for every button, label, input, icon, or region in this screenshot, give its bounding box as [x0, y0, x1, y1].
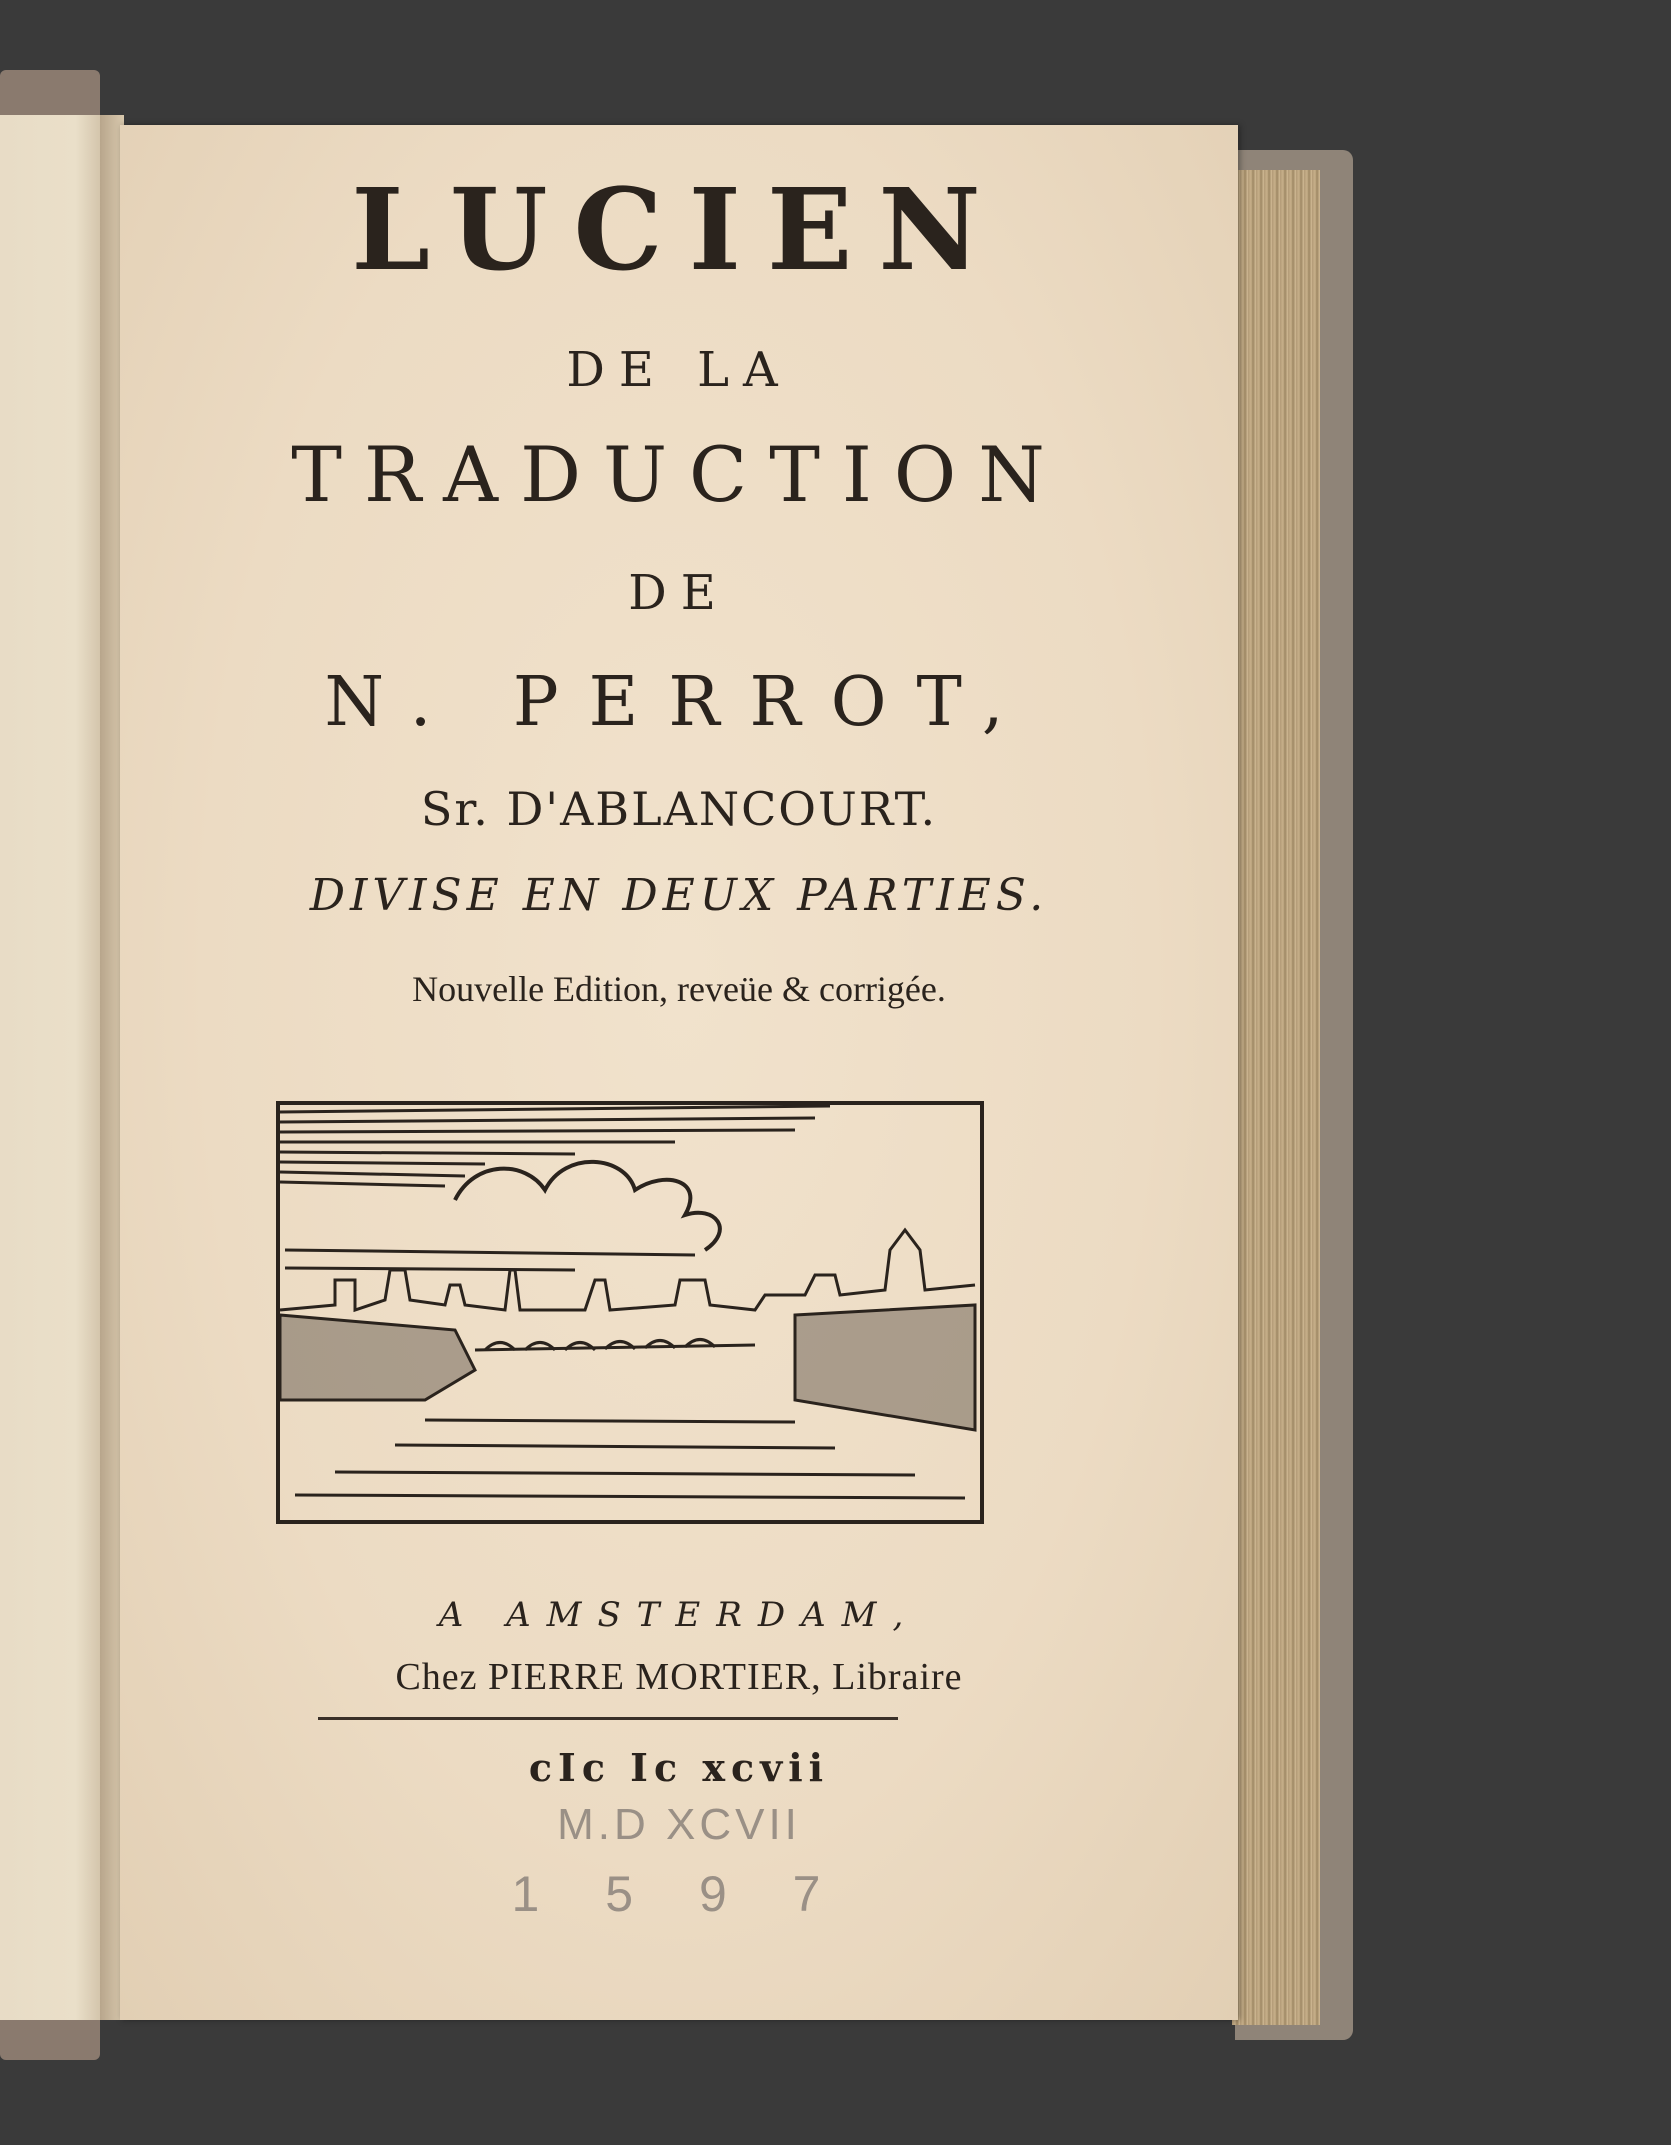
title-line-de-la: DE LA [566, 342, 792, 398]
imprint-place: A AMSTERDAM, [438, 1595, 920, 1635]
pencil-note-roman: M.D XCVII [557, 1800, 801, 1849]
title-line-de: DE [628, 565, 730, 621]
imprint-year: cIc Ic xcvii [528, 1745, 830, 1790]
division-line: DIVISE EN DEUX PARTIES. [309, 870, 1049, 921]
left-page [0, 115, 108, 2020]
author-name: N. PERROT, [324, 663, 1034, 742]
pencil-note-arabic: 1 5 9 7 [511, 1866, 847, 1922]
title-page [120, 125, 1238, 2020]
author-title: Sr. D'ABLANCOURT. [420, 782, 938, 836]
title-line-traduction: TRADUCTION [291, 430, 1067, 519]
imprint-publisher: Chez PIERRE MORTIER, Libraire [395, 1656, 963, 1698]
edition-line: Nouvelle Edition, reveüe & corrigée. [412, 969, 946, 1009]
book-title: LUCIEN [351, 165, 1007, 296]
woodcut-city-vignette [275, 1100, 985, 1525]
imprint-rule [318, 1717, 898, 1720]
page-edges [1232, 170, 1320, 2025]
